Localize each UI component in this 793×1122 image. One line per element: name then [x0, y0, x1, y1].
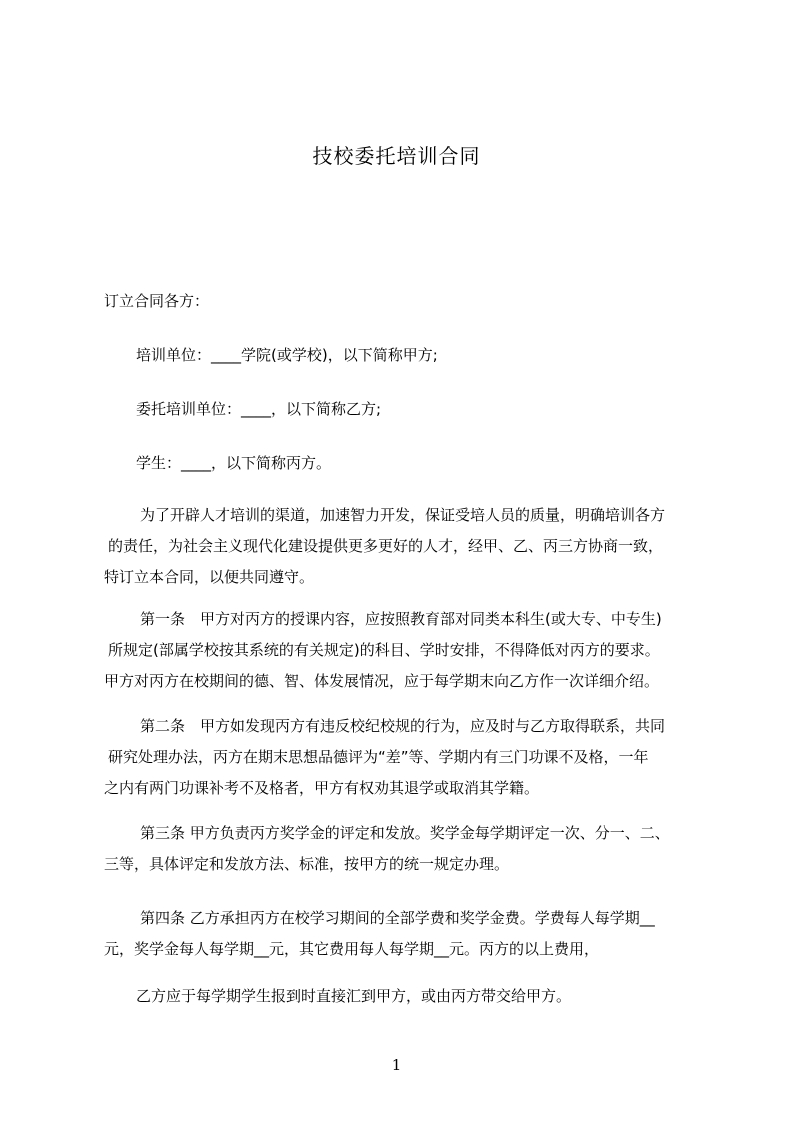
article-1-line-3: 甲方对丙方在校期间的德、智、体发展情况，应于每学期末向乙方作一次详细介绍。: [104, 672, 660, 690]
party-student: 学生：____，以下简称丙方。: [136, 454, 332, 472]
article-2-paragraph: [104, 711, 704, 804]
article-2-line-1: 第二条 甲方如发现丙方有违反校纪校规的行为，应及时与乙方取得联系，共同: [140, 717, 666, 735]
payment-note: 乙方应于每学期学生报到时直接汇到甲方，或由丙方带交给甲方。: [136, 987, 572, 1005]
party-entrusting-unit: 委托培训单位：____，以下简称乙方;: [136, 400, 382, 418]
article-3-line-1: 第三条 甲方负责丙方奖学金的评定和发放。奖学金每学期评定一次、分一、二、: [140, 824, 670, 842]
document-title: 技校委托培训合同: [312, 144, 481, 168]
article-1-paragraph: [104, 604, 704, 697]
intro-line-2: 的责任，为社会主义现代化建设提供更多更好的人才，经甲、乙、丙三方协商一致，: [108, 537, 664, 555]
article-1-line-2: 所规定(部属学校按其系统的有关规定)的科目、学时安排，不得降低对丙方的要求。: [108, 641, 660, 659]
page-number: 1: [391, 1056, 402, 1074]
parties-heading: 订立合同各方：: [104, 292, 210, 310]
intro-line-1: 为了开辟人才培训的渠道，加速智力开发，保证受培人员的质量，明确培训各方: [140, 506, 666, 524]
article-2-line-3: 之内有两门功课补考不及格者，甲方有权劝其退学或取消其学籍。: [104, 779, 540, 797]
article-4-line-1: 第四条 乙方承担丙方在校学习期间的全部学费和奖学金费。学费每人每学期__: [140, 909, 655, 927]
article-4-line-2: 元，奖学金每人每学期__元，其它费用每人每学期__元。丙方的以上费用，: [104, 940, 600, 958]
article-2-line-2: 研究处理办法，丙方在期末思想品德评为“差”等、学期内有三门功课不及格，一年: [108, 748, 649, 766]
intro-paragraph: [104, 500, 704, 593]
intro-line-3: 特订立本合同，以便共同遵守。: [104, 568, 315, 586]
article-3-paragraph: [104, 818, 704, 880]
party-training-unit: 培训单位：____学院(或学校)，以下简称甲方;: [136, 346, 438, 364]
article-1-line-1: 第一条 甲方对丙方的授课内容，应按照教育部对同类本科生(或大专、中专生): [140, 610, 662, 628]
article-4-paragraph: [104, 903, 704, 965]
article-3-line-2: 三等，具体评定和发放方法、标准，按甲方的统一规定办理。: [104, 855, 510, 873]
